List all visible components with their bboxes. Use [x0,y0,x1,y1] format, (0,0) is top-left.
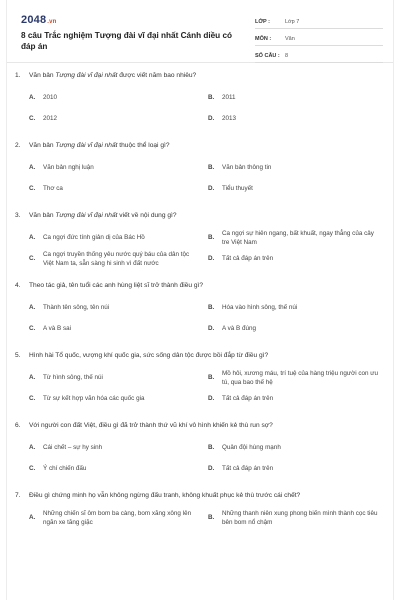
option-text: 2010 [43,94,58,102]
meta-subject-value: Văn [285,36,295,42]
question-text-title: Tượng đài vĩ đại nhất [55,212,118,219]
question-4 [7,281,393,340]
question-number: 4. [15,282,21,289]
question-text [29,351,379,360]
answer-option[interactable] [208,319,379,340]
question-text [29,211,379,220]
question-stem [15,421,379,430]
question-number: 7. [15,492,21,499]
question-stem [15,141,379,150]
option-text: Những thanh niên xung phong biến mình thành cọc tiêu bên bom nổ chậm [222,509,378,526]
option-text: Văn bản nghị luận [43,164,94,172]
option-letter: A. [29,444,36,452]
option-letter: A. [29,234,36,242]
answer-options [29,158,379,200]
question-1 [7,71,393,130]
option-text: Ý chí chiến đấu [43,465,87,473]
question-7 [7,491,393,529]
answer-option[interactable] [208,368,379,389]
option-letter: B. [208,94,215,102]
option-letter: C. [29,185,36,193]
answer-option[interactable] [29,508,200,529]
option-text: A và B sai [43,325,72,333]
answer-option[interactable] [29,319,200,340]
option-letter: D. [208,185,215,193]
answer-option[interactable] [208,249,379,270]
answer-option[interactable] [208,298,379,319]
answer-option[interactable] [29,88,200,109]
option-letter: D. [208,115,215,123]
answer-options [29,298,379,340]
answer-option[interactable] [208,228,379,249]
question-text [29,491,379,500]
option-letter: A. [29,514,36,522]
question-text-part: viết về nội dung gì? [117,212,177,219]
answer-options [29,228,379,270]
answer-option[interactable] [29,109,200,130]
question-text [29,141,379,150]
answer-option[interactable] [29,368,200,389]
option-text: Hóa vào hình sông, thế núi [222,304,298,312]
option-letter: A. [29,374,36,382]
meta-count-label: SỐ CÂU : [255,53,280,59]
document-title: 8 câu Trắc nghiệm Tượng đài vĩ đại nhất Cánh diều có đáp án [21,31,233,51]
option-text: Quân đội hùng mạnh [222,444,281,452]
question-number: 2. [15,142,21,149]
option-letter: C. [29,115,36,123]
question-stem [15,491,379,500]
option-letter: B. [208,304,215,312]
answer-option[interactable] [29,298,200,319]
question-number: 3. [15,212,21,219]
meta-class [255,12,383,29]
option-letter: A. [29,304,36,312]
meta-class-value: Lớp 7 [285,19,300,25]
answer-option[interactable] [29,459,200,480]
answer-option[interactable] [29,179,200,200]
answer-option[interactable] [29,249,200,270]
answer-option[interactable] [208,459,379,480]
answer-option[interactable] [208,508,379,529]
option-text: Văn bản thông tin [222,164,272,172]
question-stem [15,211,379,220]
question-stem [15,351,379,360]
option-text: 2013 [222,115,237,123]
question-text-part: Theo tác giả, tên tuổi các anh hùng liệt sĩ trở thành điều gì? [29,282,204,289]
option-text: Ca ngợi đức tính giản dị của Bác Hồ [43,234,145,242]
question-text-part: Văn bản [29,72,56,79]
option-text: A và B đúng [222,325,256,333]
meta-subject [255,29,383,46]
option-text: Tiểu thuyết [222,185,253,193]
meta-count-value: 8 [285,53,289,59]
answer-option[interactable] [29,228,200,249]
question-5 [7,351,393,410]
option-text: Thành tên sông, tên núi [43,304,110,312]
question-number: 1. [15,72,21,79]
question-text [29,281,379,290]
answer-option[interactable] [208,438,379,459]
option-letter: B. [208,514,215,522]
option-text: Cái chết – sự hy sinh [43,444,103,452]
question-text-part: được viết năm bao nhiêu? [117,72,197,79]
option-letter: A. [29,164,36,172]
option-text: Những chiến sĩ ôm bom ba càng, bom xăng xông lên ngăn xe tăng giặc [43,509,192,526]
answer-options [29,368,379,410]
question-number: 5. [15,352,21,359]
answer-options [29,508,379,529]
question-3 [7,211,393,270]
answer-option[interactable] [208,158,379,179]
worksheet [6,0,394,600]
option-text: Từ hình sông, thế núi [43,374,103,382]
question-2 [7,141,393,200]
answer-options [29,88,379,130]
question-stem [15,281,379,290]
answer-option[interactable] [208,389,379,410]
answer-option[interactable] [29,438,200,459]
option-text: Thơ ca [43,185,63,193]
question-text-title: Tượng đài vĩ đại nhất [55,72,118,79]
option-letter: A. [29,94,36,102]
option-letter: D. [208,255,215,263]
question-stem [15,71,379,80]
option-text: Tất cả đáp án trên [222,395,274,403]
site-logo[interactable] [21,14,57,26]
option-letter: B. [208,164,215,172]
question-text-part: Điều gì chứng minh họ vẫn không ngừng đấu tranh, không khuất phục kẻ thù trước cái chết? [29,492,301,499]
question-list [7,63,393,529]
option-text: Ca ngợi truyền thống yêu nước quý báu của dân tộc Việt Nam ta, sẵn sàng hi sinh vì đất nước [43,250,190,267]
question-number: 6. [15,422,21,429]
meta-count [255,46,383,63]
question-text-title: Tượng đài vĩ đại nhất [55,142,118,149]
answer-option[interactable] [208,109,379,130]
answer-option[interactable] [29,158,200,179]
option-text: Tất cả đáp án trên [222,255,274,263]
header [7,0,393,63]
option-text: 2011 [222,94,236,102]
option-text: Mồ hôi, xương máu, trí tuệ của hàng triệu người con ưu tú, qua bao thế hệ [222,369,379,386]
option-text: Ca ngợi sự hiên ngang, bất khuất, ngay thẳng của cây tre Việt Nam [222,229,374,246]
question-text-part: Với người con đất Việt, điều gì đã trở thành thứ vũ khí vô hình khiến kẻ thù run sợ? [29,422,273,429]
logo-text: 2048 [21,14,47,26]
option-letter: B. [208,444,215,452]
option-text: Từ sự kết hợp văn hóa các quốc gia [43,395,145,403]
question-text-part: Văn bản [29,142,56,149]
option-text: Tất cả đáp án trên [222,465,274,473]
option-letter: C. [29,325,36,333]
question-text [29,71,379,80]
question-text [29,421,379,430]
question-text-part: thuộc thể loại gì? [117,142,170,149]
question-text-part: Văn bản [29,212,56,219]
option-letter: B. [208,234,215,242]
option-letter: C. [29,395,36,403]
option-letter: C. [29,465,36,473]
meta-subject-label: MÔN : [255,36,272,42]
option-letter: D. [208,395,215,403]
question-text-part: Hình hài Tổ quốc, vượng khí quốc gia, sức sống dân tộc được bồi đắp từ điều gì? [29,352,269,359]
option-letter: D. [208,325,215,333]
question-6 [7,421,393,480]
answer-option[interactable] [29,389,200,410]
logo-suffix: .vn [47,19,57,25]
meta-class-label: LỚP : [255,19,270,25]
answer-option[interactable] [208,179,379,200]
meta-panel [255,12,383,63]
option-letter: B. [208,374,215,382]
option-letter: D. [208,465,215,473]
option-text: 2012 [43,115,58,123]
answer-option[interactable] [208,88,379,109]
option-letter: C. [29,255,36,263]
answer-options [29,438,379,480]
